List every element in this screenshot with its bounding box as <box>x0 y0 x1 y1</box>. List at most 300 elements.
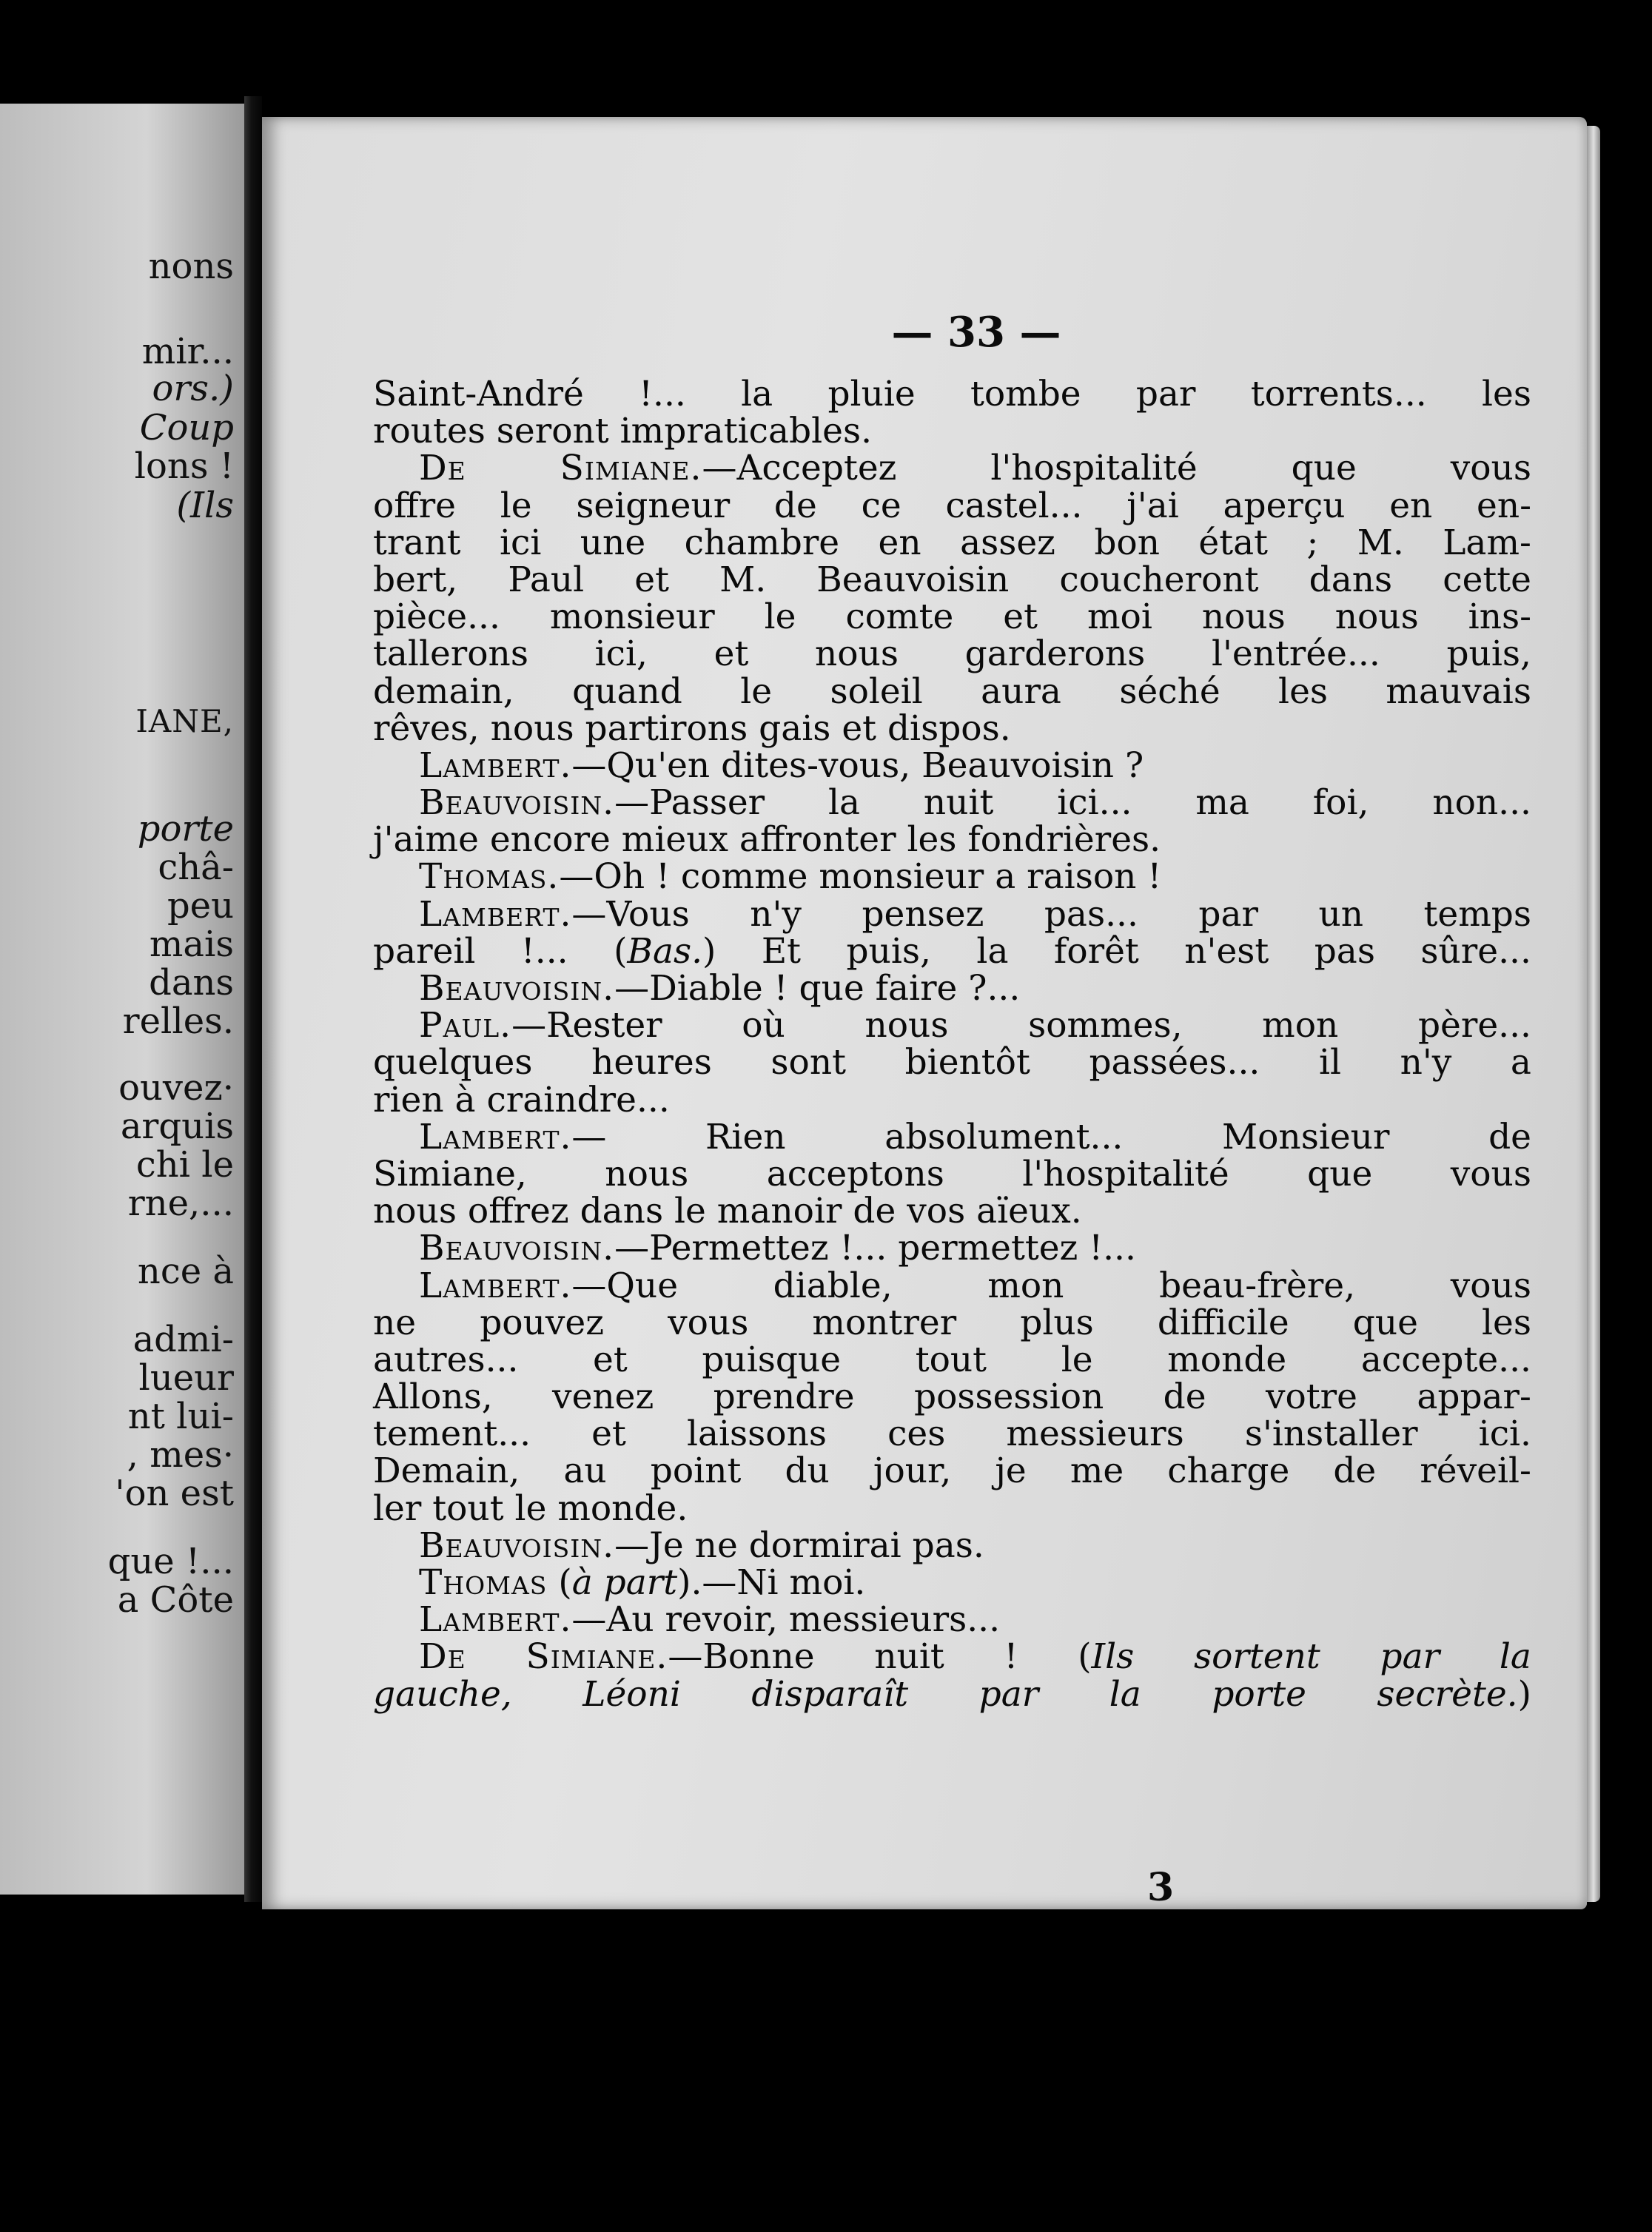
word <box>373 1673 512 1715</box>
word <box>552 1376 654 1418</box>
text-line <box>373 782 1531 824</box>
line-text: mon <box>1262 1005 1339 1046</box>
word <box>373 930 476 972</box>
line-text: Paul <box>508 559 585 600</box>
word <box>1418 1007 1531 1044</box>
word <box>845 596 954 638</box>
line-text: temps <box>1423 893 1531 935</box>
word <box>750 893 802 935</box>
previous-page-fragment: IANE, <box>135 703 234 739</box>
line-text: Simiane, <box>373 1153 527 1194</box>
line-text: absolument... <box>884 1116 1124 1157</box>
word <box>766 1153 944 1194</box>
text-line <box>373 670 1531 712</box>
text-line <box>373 744 1531 786</box>
line-text: ( <box>1078 1636 1092 1678</box>
line-text: vous <box>668 1302 749 1343</box>
previous-page-fragment: lons ! <box>134 446 234 487</box>
line-text: venez <box>552 1376 654 1418</box>
word <box>594 633 648 675</box>
stage-direction: Bas. <box>627 930 703 972</box>
line-text: et <box>591 1414 626 1455</box>
text-line <box>373 376 1531 413</box>
word <box>591 1416 626 1453</box>
line-text: —Que <box>571 1265 679 1306</box>
word <box>1245 1416 1418 1453</box>
text-line <box>373 1490 1531 1527</box>
line-text: —Diable ! que faire ?... <box>614 968 1021 1009</box>
line-text: la <box>976 930 1009 972</box>
word <box>816 559 1010 600</box>
text-line <box>373 1339 1531 1380</box>
speaker-name: Simiane. <box>560 448 702 489</box>
text-line <box>373 1599 1531 1641</box>
line-text: les <box>1278 670 1328 712</box>
line-text: —Au revoir, messieurs... <box>571 1599 1001 1641</box>
line-text: a <box>1510 1042 1531 1083</box>
line-text: prendre <box>713 1376 855 1418</box>
line-text: nous <box>864 1005 949 1046</box>
word <box>373 522 461 563</box>
word <box>373 1044 533 1081</box>
word <box>1511 1044 1531 1081</box>
word <box>1306 522 1319 563</box>
previous-page-fragment: relles. <box>122 1001 234 1042</box>
line-text: laissons <box>686 1414 827 1455</box>
word <box>1167 1339 1287 1380</box>
text-line <box>373 1302 1531 1343</box>
line-text: il <box>1318 1042 1342 1083</box>
line-text: de <box>1333 1451 1377 1492</box>
word <box>861 485 901 526</box>
line-text: difficile <box>1157 1302 1289 1343</box>
word <box>373 1302 417 1343</box>
word <box>1167 1453 1289 1490</box>
line-text: ) <box>702 930 716 972</box>
word <box>1020 1302 1094 1343</box>
word <box>1094 522 1160 563</box>
previous-page-fragment: ouvez· <box>118 1067 234 1109</box>
line-text: j'aime encore mieux affronter les fondrières. <box>373 819 1161 861</box>
line-text: de <box>773 485 817 526</box>
line-text: puis, <box>846 930 931 972</box>
line-text: nous <box>1201 596 1286 638</box>
word <box>815 633 899 675</box>
line-text: la <box>828 782 861 824</box>
word <box>878 522 921 563</box>
line-text: M. <box>1357 522 1404 563</box>
line-text: tallerons <box>373 633 528 675</box>
line-text: réveil- <box>1420 1451 1531 1492</box>
previous-page-fragment: 'on est <box>115 1473 234 1514</box>
word <box>373 670 514 712</box>
word <box>1194 1636 1320 1678</box>
stage-direction: secrète. <box>1377 1673 1518 1715</box>
line-text: beau-frère, <box>1159 1265 1356 1306</box>
word <box>914 1376 1104 1418</box>
line-text: quand <box>572 670 682 712</box>
word <box>373 1153 527 1194</box>
line-text: cette <box>1443 559 1531 600</box>
word <box>419 1636 466 1678</box>
text-line <box>373 1376 1531 1418</box>
line-text: puis, <box>1446 633 1531 675</box>
line-text: sont <box>770 1042 846 1083</box>
text-line <box>373 1636 1531 1678</box>
word <box>373 1339 519 1380</box>
line-text: demain, <box>373 670 514 712</box>
word <box>1479 1416 1531 1453</box>
word <box>373 633 528 675</box>
line-text: ici. <box>1478 1414 1531 1455</box>
previous-page-fragment: mir... <box>141 331 234 372</box>
line-text: que <box>1307 1153 1373 1194</box>
previous-page-fragment: admi- <box>132 1319 234 1360</box>
word <box>751 1673 909 1715</box>
line-text: pièce... <box>373 596 500 638</box>
line-text: l'hospitalité <box>990 448 1198 489</box>
speaker-name: Beauvoisin. <box>419 1525 615 1566</box>
line-text: —Je ne dormirai pas. <box>614 1525 984 1566</box>
word <box>373 485 456 526</box>
line-text: soleil <box>830 670 923 712</box>
word <box>634 559 669 600</box>
word <box>373 559 458 600</box>
word <box>713 633 749 675</box>
word <box>987 1265 1064 1306</box>
line-text: me <box>1070 1451 1124 1492</box>
word <box>1211 633 1380 675</box>
word <box>1061 1339 1093 1380</box>
line-text: Lam- <box>1443 522 1531 563</box>
line-text: heures <box>591 1042 712 1083</box>
word <box>884 1116 1124 1157</box>
line-text: ) <box>1517 1673 1531 1715</box>
word <box>1163 1376 1206 1418</box>
word <box>1432 782 1531 824</box>
speaker-name: De <box>419 448 466 489</box>
word <box>964 633 1146 675</box>
line-text: offre <box>373 485 456 526</box>
line-text: monde <box>1167 1339 1287 1380</box>
line-text: pareil <box>373 930 476 972</box>
text-line <box>373 1673 1531 1715</box>
word <box>905 1044 1030 1081</box>
word <box>976 930 1009 972</box>
line-text: —Oh ! comme monsieur a raison ! <box>559 856 1162 898</box>
line-text: Demain, <box>373 1451 520 1492</box>
word <box>915 1339 987 1380</box>
line-text: ici, <box>594 633 648 675</box>
line-text: torrents... <box>1250 374 1427 414</box>
word <box>828 782 861 824</box>
word <box>830 670 923 712</box>
word <box>500 485 532 526</box>
line-text: !... <box>639 374 686 414</box>
previous-page-fragment: (Ils <box>176 485 234 526</box>
text-line <box>373 819 1531 861</box>
word <box>764 596 796 638</box>
line-text: puisque <box>702 1339 842 1380</box>
line-text: garderons <box>964 633 1146 675</box>
word <box>1309 559 1393 600</box>
signature-mark: 3 <box>1147 1865 1175 1910</box>
speaker-name: Simiane. <box>526 1636 668 1678</box>
line-text: ici... <box>1057 782 1132 824</box>
word <box>773 1265 893 1306</box>
previous-page-fragment: , mes· <box>127 1434 234 1476</box>
line-text: comte <box>845 596 954 638</box>
line-text: nous <box>605 1153 689 1194</box>
word <box>862 893 984 935</box>
text-line <box>373 522 1531 563</box>
speaker-name: Paul. <box>419 1005 512 1046</box>
previous-page-fragment: que !... <box>107 1541 234 1582</box>
line-text: pensez <box>862 893 984 935</box>
line-text: les <box>1482 374 1531 414</box>
text-line <box>373 1193 1531 1230</box>
text-line <box>373 970 1531 1007</box>
word <box>419 1116 607 1157</box>
line-text: ; <box>1306 522 1319 563</box>
word <box>1312 782 1369 824</box>
word <box>1078 1636 1135 1678</box>
line-text: par <box>1135 374 1196 414</box>
line-text: Allons, <box>373 1376 493 1418</box>
line-text: chambre <box>684 522 840 563</box>
stage-direction: la <box>1109 1673 1141 1715</box>
line-text: messieurs <box>1006 1414 1184 1455</box>
word <box>702 1339 842 1380</box>
line-text: acceptons <box>766 1153 944 1194</box>
line-text: où <box>742 1005 785 1046</box>
line-text: pluie <box>827 374 916 414</box>
word <box>742 1007 785 1044</box>
line-text: M. <box>719 559 767 600</box>
line-text: sommes, <box>1028 1005 1183 1046</box>
previous-page-fragment: nce à <box>137 1251 234 1292</box>
line-text: trant <box>373 522 461 563</box>
word <box>1057 782 1132 824</box>
word <box>1307 1153 1373 1194</box>
line-text: mon <box>987 1265 1064 1306</box>
line-text: tement... <box>373 1414 531 1455</box>
word <box>874 1636 944 1678</box>
line-text: du <box>785 1451 830 1492</box>
line-text: —Bonne <box>668 1636 815 1678</box>
word <box>761 930 802 972</box>
word <box>741 376 773 413</box>
word <box>1136 376 1196 413</box>
line-text: assez <box>960 522 1055 563</box>
word <box>1157 1302 1289 1343</box>
word <box>1003 596 1038 638</box>
previous-page-fragment: arquis <box>120 1106 234 1147</box>
stage-direction: Ils <box>1091 1636 1135 1678</box>
word <box>1004 1636 1018 1678</box>
line-text: vous <box>1450 448 1531 489</box>
previous-page-fragment: rne,... <box>127 1183 234 1224</box>
text-line <box>373 1564 1531 1601</box>
word <box>812 1302 957 1343</box>
line-text: forêt <box>1053 930 1139 972</box>
text-line <box>373 1527 1531 1564</box>
word <box>1468 596 1531 638</box>
line-text: possession <box>914 1376 1104 1418</box>
word <box>576 485 731 526</box>
line-text: ( <box>614 930 628 972</box>
word <box>684 522 840 563</box>
line-text: tombe <box>970 374 1081 414</box>
word <box>1352 1302 1418 1343</box>
word <box>705 1116 786 1157</box>
line-text: Et <box>761 930 802 972</box>
line-text: n'y <box>1400 1042 1452 1083</box>
word <box>1482 1302 1531 1343</box>
speaker-name: Lambert. <box>419 1599 572 1641</box>
line-text: pas... <box>1044 893 1138 935</box>
line-text: ma <box>1195 782 1249 824</box>
text-line <box>373 1044 1531 1081</box>
line-text: et <box>713 633 749 675</box>
line-text: Beauvoisin <box>816 559 1010 600</box>
text-line <box>373 596 1531 638</box>
line-text: aperçu <box>1223 485 1346 526</box>
word <box>1334 596 1419 638</box>
line-text: bientôt <box>904 1042 1030 1083</box>
line-text: nous offrez dans le manoir de vos aïeux. <box>373 1191 1082 1232</box>
stage-direction: à part <box>571 1562 678 1603</box>
stage-direction: disparaît <box>751 1673 909 1715</box>
line-text: ce <box>861 485 901 526</box>
previous-page-fragment: lueur <box>138 1357 234 1399</box>
word <box>740 670 773 712</box>
line-text: pouvez <box>480 1302 604 1343</box>
line-text: séché <box>1119 670 1220 712</box>
word <box>770 1044 846 1081</box>
line-text: coucheront <box>1059 559 1259 600</box>
word <box>945 485 1083 526</box>
word <box>1400 1044 1452 1081</box>
word <box>1262 1007 1338 1044</box>
word <box>549 596 715 638</box>
line-text: sûre... <box>1420 930 1531 972</box>
line-text: foi, <box>1312 782 1369 824</box>
previous-page-fragment: dans <box>149 962 234 1004</box>
word <box>419 782 765 824</box>
word <box>1333 1453 1376 1490</box>
line-text: dans <box>1309 559 1393 600</box>
line-text: autres... <box>373 1339 519 1380</box>
line-text: routes seront impraticables. <box>373 411 873 452</box>
speaker-name: Beauvoisin. <box>419 968 615 1009</box>
word <box>1446 633 1531 675</box>
word <box>373 596 500 638</box>
stage-direction: sortent <box>1194 1636 1320 1678</box>
word <box>639 376 686 413</box>
text-line <box>373 1416 1531 1453</box>
word <box>1070 1453 1124 1490</box>
previous-page-fragment: porte <box>137 808 234 850</box>
book-gutter <box>244 96 262 1902</box>
word <box>572 670 682 712</box>
word <box>1278 670 1328 712</box>
line-text: accepte... <box>1360 1339 1531 1380</box>
word <box>687 1416 827 1453</box>
word <box>520 930 568 972</box>
previous-page <box>0 104 244 1895</box>
word <box>1212 1673 1306 1715</box>
line-text: Rien <box>705 1116 786 1157</box>
line-text: en <box>878 522 921 563</box>
word <box>923 782 994 824</box>
word <box>1499 1636 1531 1678</box>
speaker-name: Beauvoisin. <box>419 1228 615 1269</box>
word <box>419 450 466 487</box>
line-text: ).—Ni moi. <box>677 1562 866 1603</box>
line-text: le <box>764 596 796 638</box>
word <box>419 1007 662 1044</box>
line-text: ler tout le monde. <box>373 1488 688 1529</box>
word <box>614 930 716 972</box>
text-line <box>373 893 1531 935</box>
word <box>1319 1044 1341 1081</box>
word <box>1006 1416 1183 1453</box>
line-text: que <box>1352 1302 1418 1343</box>
word <box>580 522 646 563</box>
line-text: —Passer <box>614 782 765 824</box>
word <box>560 450 897 487</box>
text-line <box>373 1079 1531 1120</box>
line-text: j'ai <box>1126 485 1179 526</box>
word <box>563 1453 606 1490</box>
page-body-text <box>373 376 1531 1713</box>
word <box>1044 893 1138 935</box>
word <box>1380 1636 1440 1678</box>
word <box>582 1673 681 1715</box>
line-text: le <box>500 485 532 526</box>
line-text: et <box>1003 596 1038 638</box>
previous-page-fragment: peu <box>167 885 234 927</box>
line-text: mauvais <box>1386 670 1531 712</box>
text-line <box>373 485 1531 526</box>
page-number: — 33 — <box>891 308 1061 357</box>
line-text: bert, <box>373 559 458 600</box>
line-text: ne <box>373 1302 417 1343</box>
line-text: passées... <box>1089 1042 1260 1083</box>
word <box>990 450 1197 487</box>
word <box>1053 930 1139 972</box>
line-text: de <box>1163 1376 1206 1418</box>
line-text: et <box>634 559 669 600</box>
word <box>526 1636 815 1678</box>
word <box>1450 1153 1531 1194</box>
word <box>1389 485 1433 526</box>
word <box>1450 1265 1531 1306</box>
previous-page-fragment: nt lui- <box>127 1396 234 1437</box>
line-text: par <box>1198 893 1258 935</box>
text-line <box>373 450 1531 487</box>
word <box>970 376 1081 413</box>
line-text: ins- <box>1468 596 1531 638</box>
word <box>1477 485 1531 526</box>
line-text: non... <box>1432 782 1531 824</box>
stage-direction: par <box>978 1673 1039 1715</box>
word <box>1420 1453 1531 1490</box>
word <box>419 1265 679 1306</box>
line-text: état <box>1198 522 1269 563</box>
line-text: monsieur <box>549 596 715 638</box>
